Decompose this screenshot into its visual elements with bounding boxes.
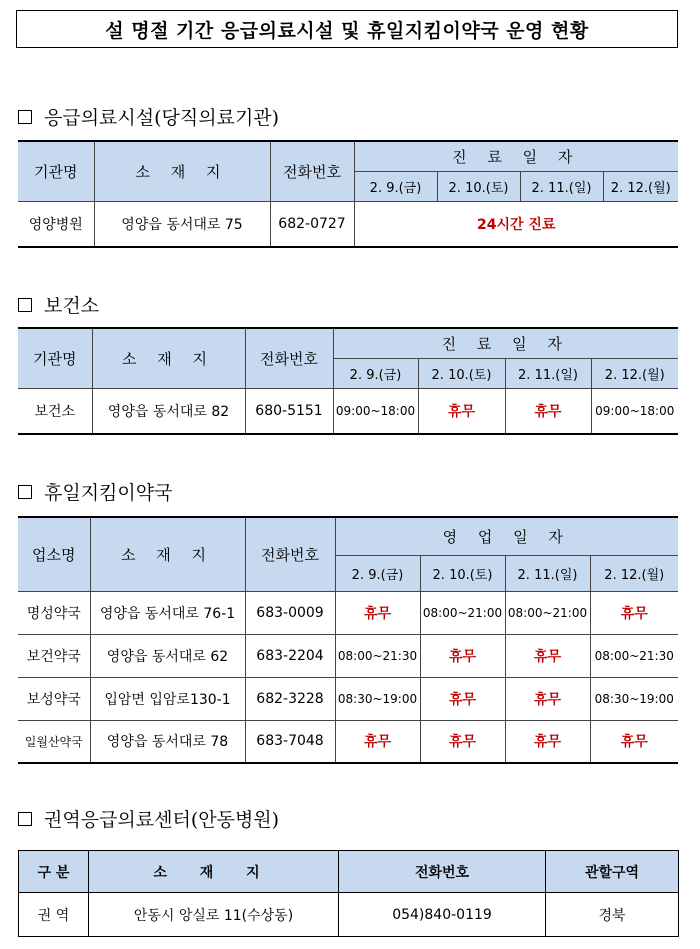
day-hours: 08:00~21:30 xyxy=(335,634,420,677)
table-row xyxy=(18,677,678,720)
phone-number: 054)840-0119 xyxy=(339,893,546,937)
table-row xyxy=(18,720,678,763)
address: 영양읍 동서대로 75 xyxy=(94,201,270,247)
hours-note: 24시간 진료 xyxy=(354,201,678,247)
regional-table xyxy=(18,850,679,937)
header-date: 2. 11.(일) xyxy=(505,555,590,591)
address: 입암면 입암로130-1 xyxy=(90,677,245,720)
section-title: 보건소 xyxy=(44,295,100,317)
day-hours: 휴무 xyxy=(590,591,678,634)
header-date: 2. 12.(월) xyxy=(590,555,678,591)
pharmacy-table xyxy=(18,516,678,764)
address: 영양읍 동서대로 78 xyxy=(90,720,245,763)
table-row xyxy=(18,201,678,247)
day-hours: 휴무 xyxy=(420,677,505,720)
header-clinic-days: 진 료 일 자 xyxy=(333,328,678,358)
header-phone: 전화번호 xyxy=(245,517,335,591)
day-hours: 08:30~19:00 xyxy=(335,677,420,720)
business-name: 명성약국 xyxy=(18,591,90,634)
phone-number: 683-0009 xyxy=(245,591,335,634)
checkbox-square-icon xyxy=(18,812,32,826)
category: 권 역 xyxy=(19,893,89,937)
table-row xyxy=(19,893,679,937)
header-date: 2. 12.(월) xyxy=(591,358,678,388)
checkbox-square-icon xyxy=(18,298,32,312)
header-institution: 기관명 xyxy=(18,141,94,201)
day-hours: 휴무 xyxy=(505,388,591,434)
header-phone: 전화번호 xyxy=(245,328,333,388)
section-title: 응급의료시설(당직의료기관) xyxy=(44,107,280,129)
phone-number: 682-3228 xyxy=(245,677,335,720)
header-phone: 전화번호 xyxy=(270,141,354,201)
header-date: 2. 9.(금) xyxy=(333,358,418,388)
address: 안동시 앙실로 11(수상동) xyxy=(89,893,339,937)
header-address: 소 재 지 xyxy=(89,851,339,893)
header-institution: 기관명 xyxy=(18,328,92,388)
header-business: 업소명 xyxy=(18,517,90,591)
phone-number: 683-2204 xyxy=(245,634,335,677)
header-date: 2. 9.(금) xyxy=(354,171,437,201)
checkbox-square-icon xyxy=(18,485,32,499)
emergency-table xyxy=(18,140,678,248)
institution-name: 영양병원 xyxy=(18,201,94,247)
header-business-days: 영 업 일 자 xyxy=(335,517,678,555)
phone-number: 683-7048 xyxy=(245,720,335,763)
checkbox-square-icon xyxy=(18,110,32,124)
address: 영양읍 동서대로 62 xyxy=(90,634,245,677)
day-hours: 08:30~19:00 xyxy=(590,677,678,720)
business-name: 보건약국 xyxy=(18,634,90,677)
day-hours: 휴무 xyxy=(335,591,420,634)
section-heading-emergency xyxy=(18,103,279,130)
header-address: 소 재 지 xyxy=(94,141,270,201)
day-hours: 휴무 xyxy=(420,634,505,677)
header-date: 2. 12.(월) xyxy=(603,171,678,201)
header-category: 구 분 xyxy=(19,851,89,893)
section-heading-health-center xyxy=(18,291,99,318)
business-name: 일월산약국 xyxy=(18,720,90,763)
day-hours: 휴무 xyxy=(335,720,420,763)
business-name: 보성약국 xyxy=(18,677,90,720)
page-title: 설 명절 기간 응급의료시설 및 휴일지킴이약국 운영 현황 xyxy=(16,10,678,48)
institution-name: 보건소 xyxy=(18,388,92,434)
day-hours: 휴무 xyxy=(590,720,678,763)
header-date: 2. 11.(일) xyxy=(520,171,603,201)
phone-number: 682-0727 xyxy=(270,201,354,247)
section-title: 휴일지킴이약국 xyxy=(44,482,173,504)
header-address: 소 재 지 xyxy=(90,517,245,591)
section-title: 권역응급의료센터(안동병원) xyxy=(44,809,280,831)
day-hours: 09:00~18:00 xyxy=(591,388,678,434)
day-hours: 휴무 xyxy=(420,720,505,763)
section-heading-pharmacy xyxy=(18,478,172,505)
header-date: 2. 11.(일) xyxy=(505,358,591,388)
table-row xyxy=(18,634,678,677)
header-address: 소 재 지 xyxy=(92,328,245,388)
header-date: 2. 9.(금) xyxy=(335,555,420,591)
header-date: 2. 10.(토) xyxy=(437,171,520,201)
section-heading-regional xyxy=(18,805,279,832)
jurisdiction-area: 경북 xyxy=(546,893,679,937)
header-area: 관할구역 xyxy=(546,851,679,893)
day-hours: 휴무 xyxy=(505,720,590,763)
header-clinic-days: 진 료 일 자 xyxy=(354,141,678,171)
table-row xyxy=(18,388,678,434)
day-hours: 08:00~21:00 xyxy=(505,591,590,634)
address: 영양읍 동서대로 82 xyxy=(92,388,245,434)
day-hours: 08:00~21:30 xyxy=(590,634,678,677)
address: 영양읍 동서대로 76-1 xyxy=(90,591,245,634)
header-date: 2. 10.(토) xyxy=(420,555,505,591)
day-hours: 08:00~21:00 xyxy=(420,591,505,634)
phone-number: 680-5151 xyxy=(245,388,333,434)
day-hours: 휴무 xyxy=(505,677,590,720)
table-row xyxy=(18,591,678,634)
health-center-table xyxy=(18,327,678,435)
header-date: 2. 10.(토) xyxy=(418,358,505,388)
day-hours: 09:00~18:00 xyxy=(333,388,418,434)
day-hours: 휴무 xyxy=(505,634,590,677)
day-hours: 휴무 xyxy=(418,388,505,434)
header-phone: 전화번호 xyxy=(339,851,546,893)
